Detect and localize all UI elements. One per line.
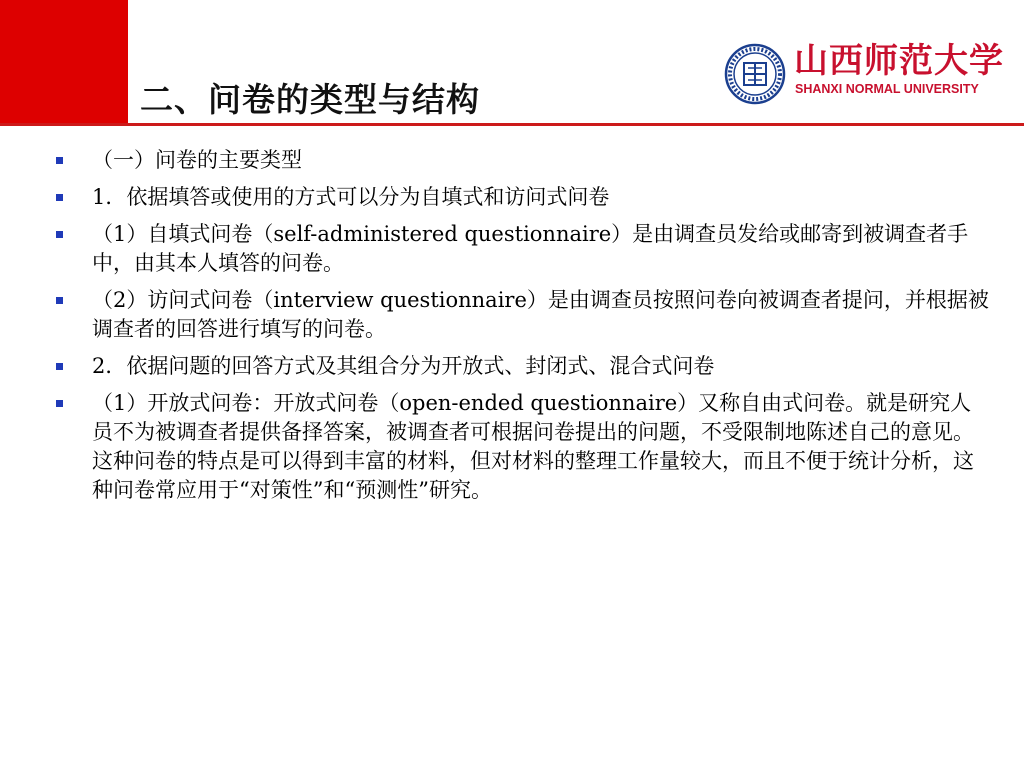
university-name-cn: 山西师范大学: [794, 41, 1004, 81]
red-accent-block: [0, 0, 128, 125]
slide-title: 二、问卷的类型与结构: [140, 80, 480, 119]
list-item: [56, 352, 991, 381]
university-logo: [724, 40, 1004, 112]
list-item-text: （1）开放式问卷：开放式问卷（open-ended questionnaire）又称自由式问卷。就是研究人员不为被调查者提供备择答案，被调查者可根据问卷提出的问题，不受限制地陈述自己的意见。这种问卷的特点是可以得到丰富的材料，但对材料的整理工作量较大，而且不便于统计分析，这种问卷常应用于“对策性”和“预测性”研究。: [92, 391, 974, 502]
bullet-square-icon: [56, 157, 63, 164]
bullet-square-icon: [56, 297, 63, 304]
list-item-text: 2．依据问题的回答方式及其组合分为开放式、封闭式、混合式问卷: [92, 354, 715, 378]
list-item: [56, 389, 991, 505]
bullet-square-icon: [56, 363, 63, 370]
bullet-square-icon: [56, 194, 63, 201]
bullet-square-icon: [56, 400, 63, 407]
university-seal-icon: [724, 43, 786, 105]
university-name-en: SHANXI NORMAL UNIVERSITY: [795, 82, 979, 96]
bullet-square-icon: [56, 231, 63, 238]
bullet-list: [56, 146, 991, 513]
list-item-text: （一）问卷的主要类型: [92, 148, 302, 172]
header-divider: [0, 123, 1024, 126]
list-item-text: 1．依据填答或使用的方式可以分为自填式和访问式问卷: [92, 185, 610, 209]
list-item: [56, 286, 991, 344]
list-item-text: （1）自填式问卷（self-administered questionnaire）是由调查员发给或邮寄到被调查者手中，由其本人填答的问卷。: [92, 222, 969, 275]
slide-header: [0, 0, 1024, 125]
list-item-text: （2）访问式问卷（interview questionnaire）是由调查员按照问卷向被调查者提问，并根据被调查者的回答进行填写的问卷。: [92, 288, 989, 341]
list-item: [56, 146, 991, 175]
list-item: [56, 183, 991, 212]
list-item: [56, 220, 991, 278]
